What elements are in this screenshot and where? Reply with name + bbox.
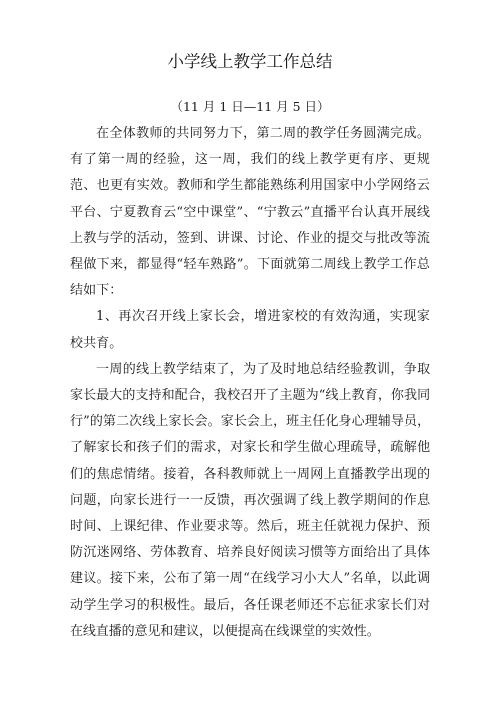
paragraph-parent-meeting: 一周的线上教学结束了，为了及时地总结经验教训，争取家长最大的支持和配合，我校召开了主题为“线上教育，你我同行”的第二次线上家长会。家长会上，班主任化身心理辅导员，了解家长和孩子们的需求，对家长和学生做心理疏导，疏解他们的焦虑情绪。接着，各科教师就上一周网上直播教学出现的问题，向家长进行一一反馈，再次强调了线上教学期间的作息时间、上课纪律、作业要求等。然后，班主任就视力保护、预防沉迷网络、劳体教育、培养良好阅读习惯等方面给出了具体建议。接下来，公布了第一周“在线学习小大人”名单，以此调动学生学习的积极性。最后，各任课老师还不忘征求家长们对在线直播的意见和建议，以便提高在线课堂的实效性。 — [70, 361, 430, 639]
date-range: （11 月 1 日—11 月 5 日） — [170, 99, 330, 114]
document-body — [70, 121, 430, 645]
document-title: 小学线上教学工作总结 — [167, 52, 333, 71]
paragraph-intro: 在全体教师的共同努力下，第二周的教学任务圆满完成。有了第一周的经验，这一周，我们的线上教学更有序、更规范、也更有实效。教师和学生都能熟练利用国家中小学网络云平台、宁夏教育云“空中课堂”、“宁教云”直播平台认真开展线上教与学的活动，签到、讲课、讨论、作业的提交与批改等流程做下来，都显得“轻车熟路”。下面就第二周线上教学工作总结如下： — [70, 126, 430, 299]
paragraph-heading-1: 1、再次召开线上家长会，增进家校的有效沟通，实现家校共育。 — [70, 309, 430, 351]
